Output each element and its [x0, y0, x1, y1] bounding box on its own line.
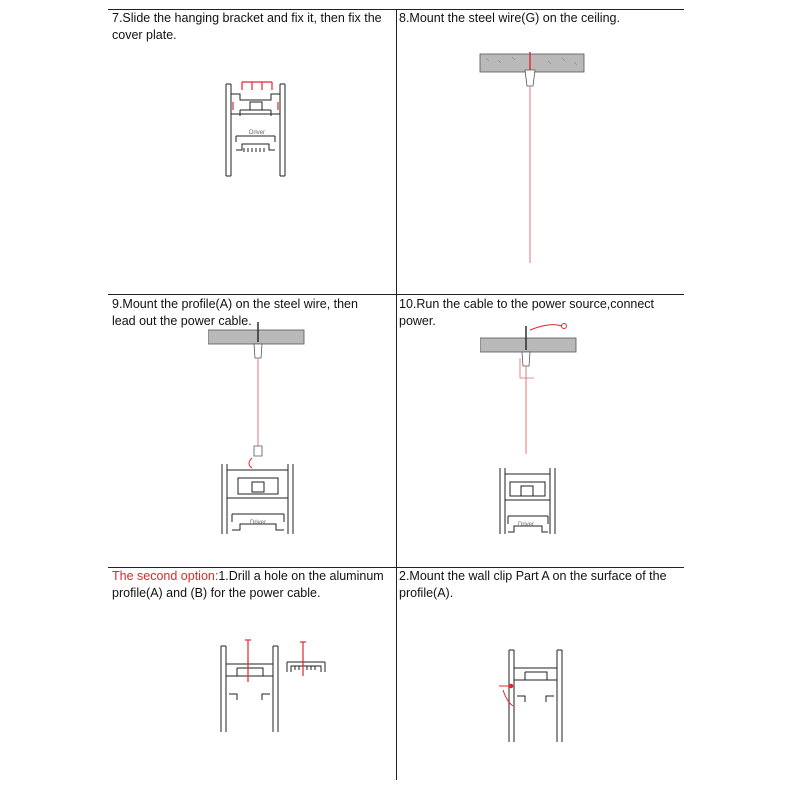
option2-step1-drill-diagram — [215, 636, 335, 736]
step10-driver-label: Driver — [518, 522, 534, 528]
step8-ceiling-wire-diagram — [478, 48, 588, 268]
option2-step1-text: 1.Drill a hole on the aluminum profile(A) and (B) for the power cable. — [112, 569, 384, 600]
step9-caption: 9.Mount the profile(A) on the steel wire, then lead out the power cable. — [112, 297, 358, 328]
column-divider — [396, 9, 397, 780]
step9-driver-label: Driver — [250, 520, 266, 526]
option2-step2-caption: 2.Mount the wall clip Part A on the surface of the profile(A). — [399, 569, 667, 600]
step8-caption: 8.Mount the steel wire(G) on the ceiling. — [399, 11, 620, 25]
step10-caption: 10.Run the cable to the power source,connect power. — [399, 297, 655, 328]
step7-driver-label: Driver — [249, 130, 265, 136]
option2-step2-wall-clip-diagram — [495, 646, 575, 746]
step10-power-cable-diagram — [480, 318, 590, 548]
step9-hanging-profile-diagram — [208, 318, 308, 548]
step7-caption: 7.Slide the hanging bracket and fix it, then fix the cover plate. — [112, 11, 382, 42]
step7-profile-diagram — [222, 80, 292, 180]
option2-step1-caption — [112, 568, 397, 602]
second-option-label: The second option: — [112, 569, 219, 583]
